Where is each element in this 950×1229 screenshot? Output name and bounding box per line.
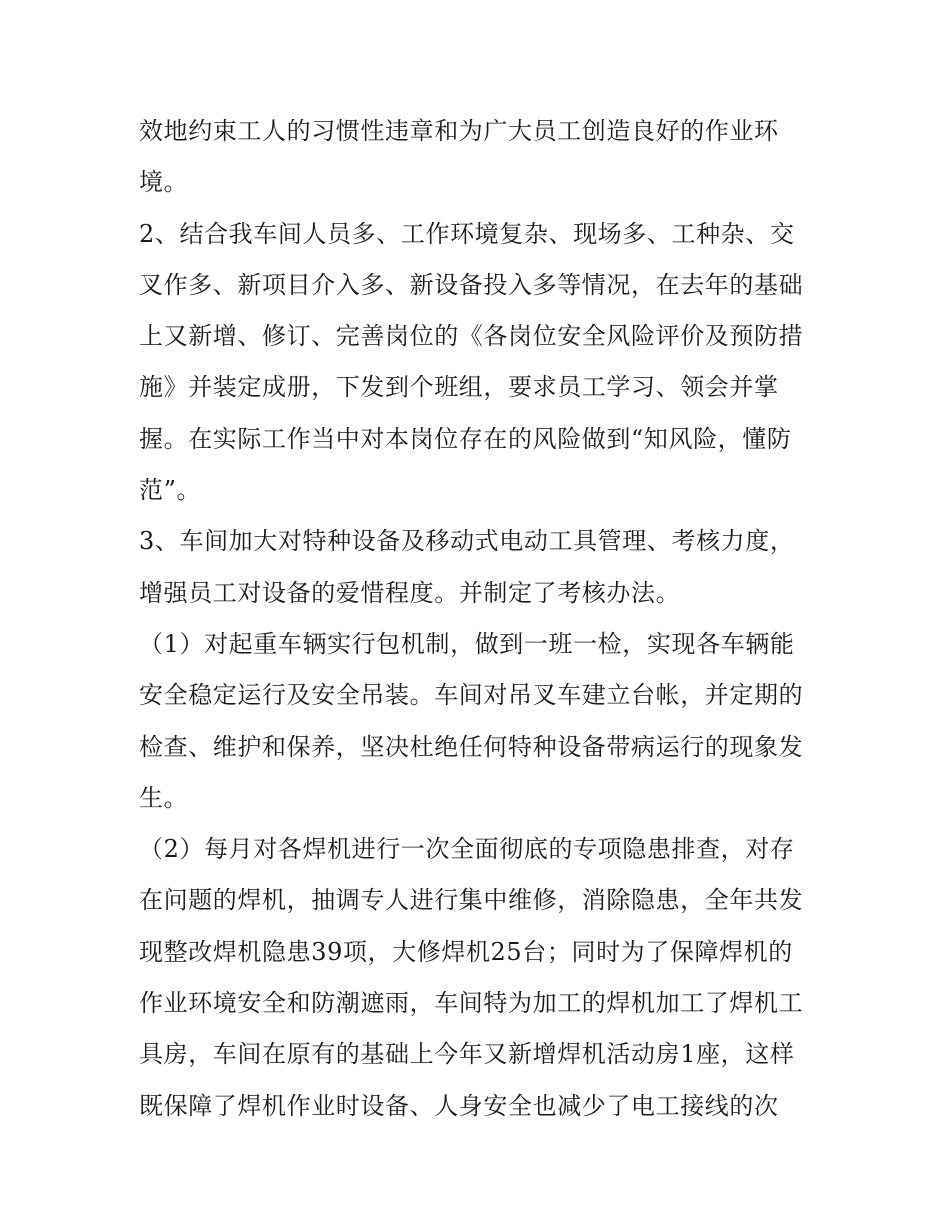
text-line: 检查、维护和保养，坚决杜绝任何特种设备带病运行的现象发	[139, 732, 804, 761]
text-line: 作业环境安全和防潮遮雨，车间特为加工的焊机加工了焊机工	[139, 989, 804, 1018]
text-line: （2）每月对各焊机进行一次全面彻底的专项隐患排查，对存	[139, 835, 795, 864]
text-line: 范”。	[139, 476, 202, 505]
text-line: 安全稳定运行及安全吊装。车间对吊叉车建立台帐，并定期的	[139, 681, 804, 710]
text-line: 3、车间加大对特种设备及移动式电动工具管理、考核力度，	[139, 527, 795, 556]
document-body	[139, 106, 819, 1132]
text-line: 叉作多、新项目介入多、新设备投入多等情况，在去年的基础	[139, 270, 804, 299]
text-line: 现整改焊机隐患39项，大修焊机25台；同时为了保障焊机的	[139, 937, 793, 966]
text-line: 既保障了焊机作业时设备、人身安全也减少了电工接线的次	[139, 1091, 779, 1120]
text-line: 握。在实际工作当中对本岗位存在的风险做到“知风险，懂防	[139, 424, 792, 453]
text-line: 施》并装定成册，下发到个班组，要求员工学习、领会并掌	[139, 373, 779, 402]
text-line: 生。	[139, 783, 189, 812]
text-line: 上又新增、修订、完善岗位的《各岗位安全风险评价及预防措	[139, 322, 804, 351]
text-line: 增强员工对设备的爱惜程度。并制定了考核办法。	[139, 578, 681, 607]
text-line: （1）对起重车辆实行包机制，做到一班一检，实现各车辆能	[139, 629, 795, 658]
text-line: 具房，车间在原有的基础上今年又新增焊机活动房1座，这样	[139, 1040, 795, 1069]
text-line: 2、结合我车间人员多、工作环境复杂、现场多、工种杂、交	[139, 219, 795, 248]
text-line: 效地约束工人的习惯性违章和为广大员工创造良好的作业环	[139, 117, 779, 145]
text-line: 境。	[139, 168, 189, 197]
text-line: 在问题的焊机，抽调专人进行集中维修，消除隐患，全年共发	[139, 886, 804, 915]
